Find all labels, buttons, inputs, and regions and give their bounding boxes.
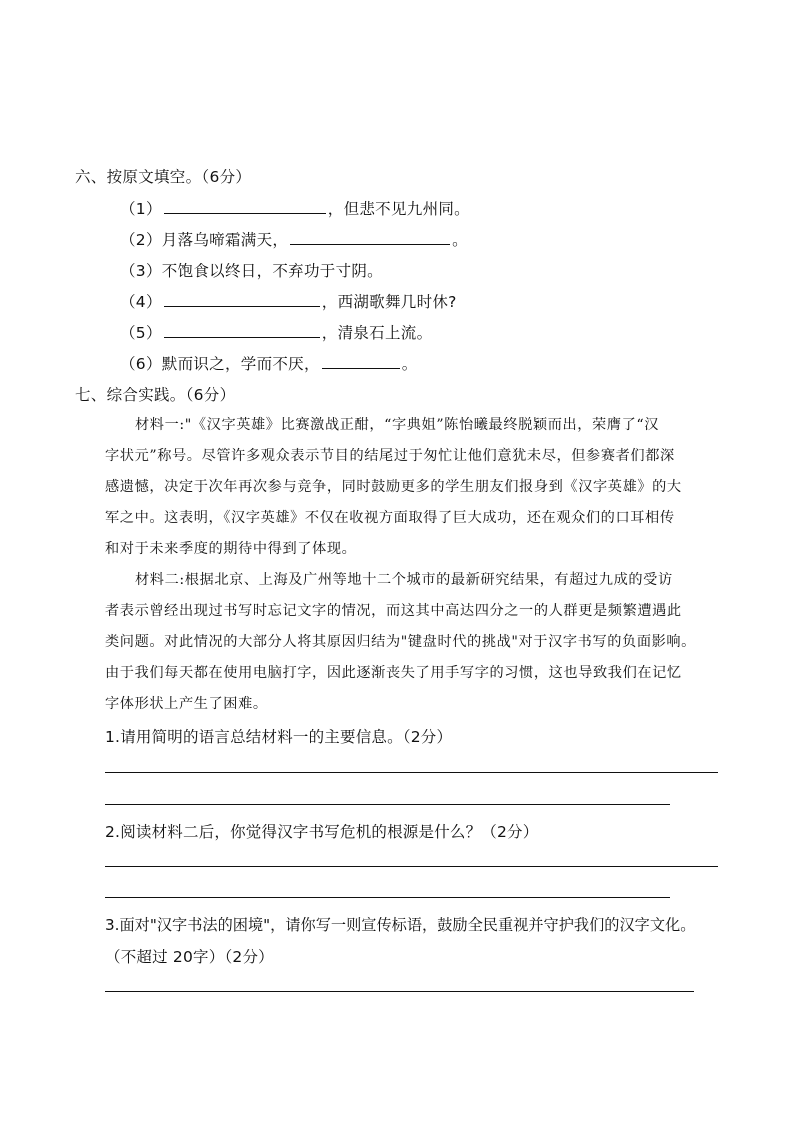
question-2: 2.阅读材料二后，你觉得汉字书写危机的根源是什么？（2分） — [105, 823, 539, 841]
answer-line[interactable] — [105, 866, 718, 867]
section-6-title: 六、按原文填空。（6分） — [75, 168, 252, 186]
material-2-line: 类问题。对此情况的大部分人将其原因归结为"键盘时代的挑战"对于汉字书写的负面影响。 — [105, 634, 696, 650]
item-text: 。 — [401, 355, 418, 373]
material-1-line: 和对于未来季度的期待中得到了体现。 — [105, 541, 357, 557]
item-number: （3） — [120, 262, 162, 280]
material-1-line: 感遗憾，决定于次年再次参与竞争，同时鼓励更多的学生朋友们报身到《汉字英雄》的大 — [105, 479, 682, 495]
answer-blank[interactable] — [164, 291, 320, 307]
section-7-title: 七、综合实践。（6分） — [75, 386, 236, 404]
item-number: （5） — [120, 324, 162, 342]
answer-blank[interactable] — [322, 353, 400, 369]
answer-blank[interactable] — [290, 229, 450, 245]
fill-item-6 — [120, 352, 418, 374]
answer-blank[interactable] — [164, 198, 326, 214]
fill-item-3 — [120, 259, 383, 281]
fill-item-5 — [120, 321, 432, 343]
material-2-line: 材料二:根据北京、上海及广州等地十二个城市的最新研究结果，有超过九成的受访 — [135, 572, 673, 588]
answer-line[interactable] — [105, 991, 694, 992]
item-text: 月落乌啼霜满天， — [161, 231, 289, 249]
material-1-line: 字状元”称号。尽管许多观众表示节目的结尾过于匆忙让他们意犹未尽，但参赛者们都深 — [105, 448, 675, 464]
material-2-line: 者表示曾经出现过书写时忘记文字的情况，而这其中高达四分之一的人群更是频繁遭遇此 — [105, 603, 682, 619]
material-2-line: 由于我们每天都在使用电脑打字，因此逐渐丧失了用手写字的习惯，这也导致我们在记忆 — [105, 665, 682, 681]
answer-line[interactable] — [105, 897, 670, 898]
item-text: 。 — [452, 231, 468, 249]
item-text: 不饱食以终日，不弃功于寸阴。 — [161, 262, 383, 280]
answer-line[interactable] — [105, 804, 670, 805]
question-1: 1.请用简明的语言总结材料一的主要信息。（2分） — [105, 728, 453, 746]
answer-line[interactable] — [105, 772, 718, 773]
item-text: ，清泉石上流。 — [321, 324, 433, 342]
answer-blank[interactable] — [164, 322, 320, 338]
item-number: （4） — [120, 293, 162, 311]
question-3: 3.面对"汉字书法的困境"，请你写一则宣传标语，鼓励全民重视并守护我们的汉字文化。 — [105, 916, 696, 934]
material-2-line: 字体形状上产生了困难。 — [105, 696, 268, 712]
fill-item-1 — [120, 197, 470, 219]
item-text: 默而识之，学而不厌， — [161, 355, 320, 373]
fill-item-4 — [120, 290, 457, 312]
item-text: ，但悲不见九州同。 — [327, 200, 470, 218]
item-text: ，西湖歌舞几时休? — [321, 293, 457, 311]
item-number: （6） — [120, 355, 162, 373]
item-number: （1） — [120, 200, 162, 218]
question-3-note: （不超过 20字）（2分） — [105, 948, 274, 966]
item-number: （2） — [120, 231, 162, 249]
material-1-line: 军之中。这表明，《汉字英雄》不仅在收视方面取得了巨大成功，还在观众们的口耳相传 — [105, 510, 675, 526]
fill-item-2 — [120, 228, 468, 250]
material-1-line: 材料一:"《汉字英雄》比赛激战正酣，“字典姐”陈怡曦最终脱颖而出，荣膺了“汉 — [135, 417, 660, 433]
